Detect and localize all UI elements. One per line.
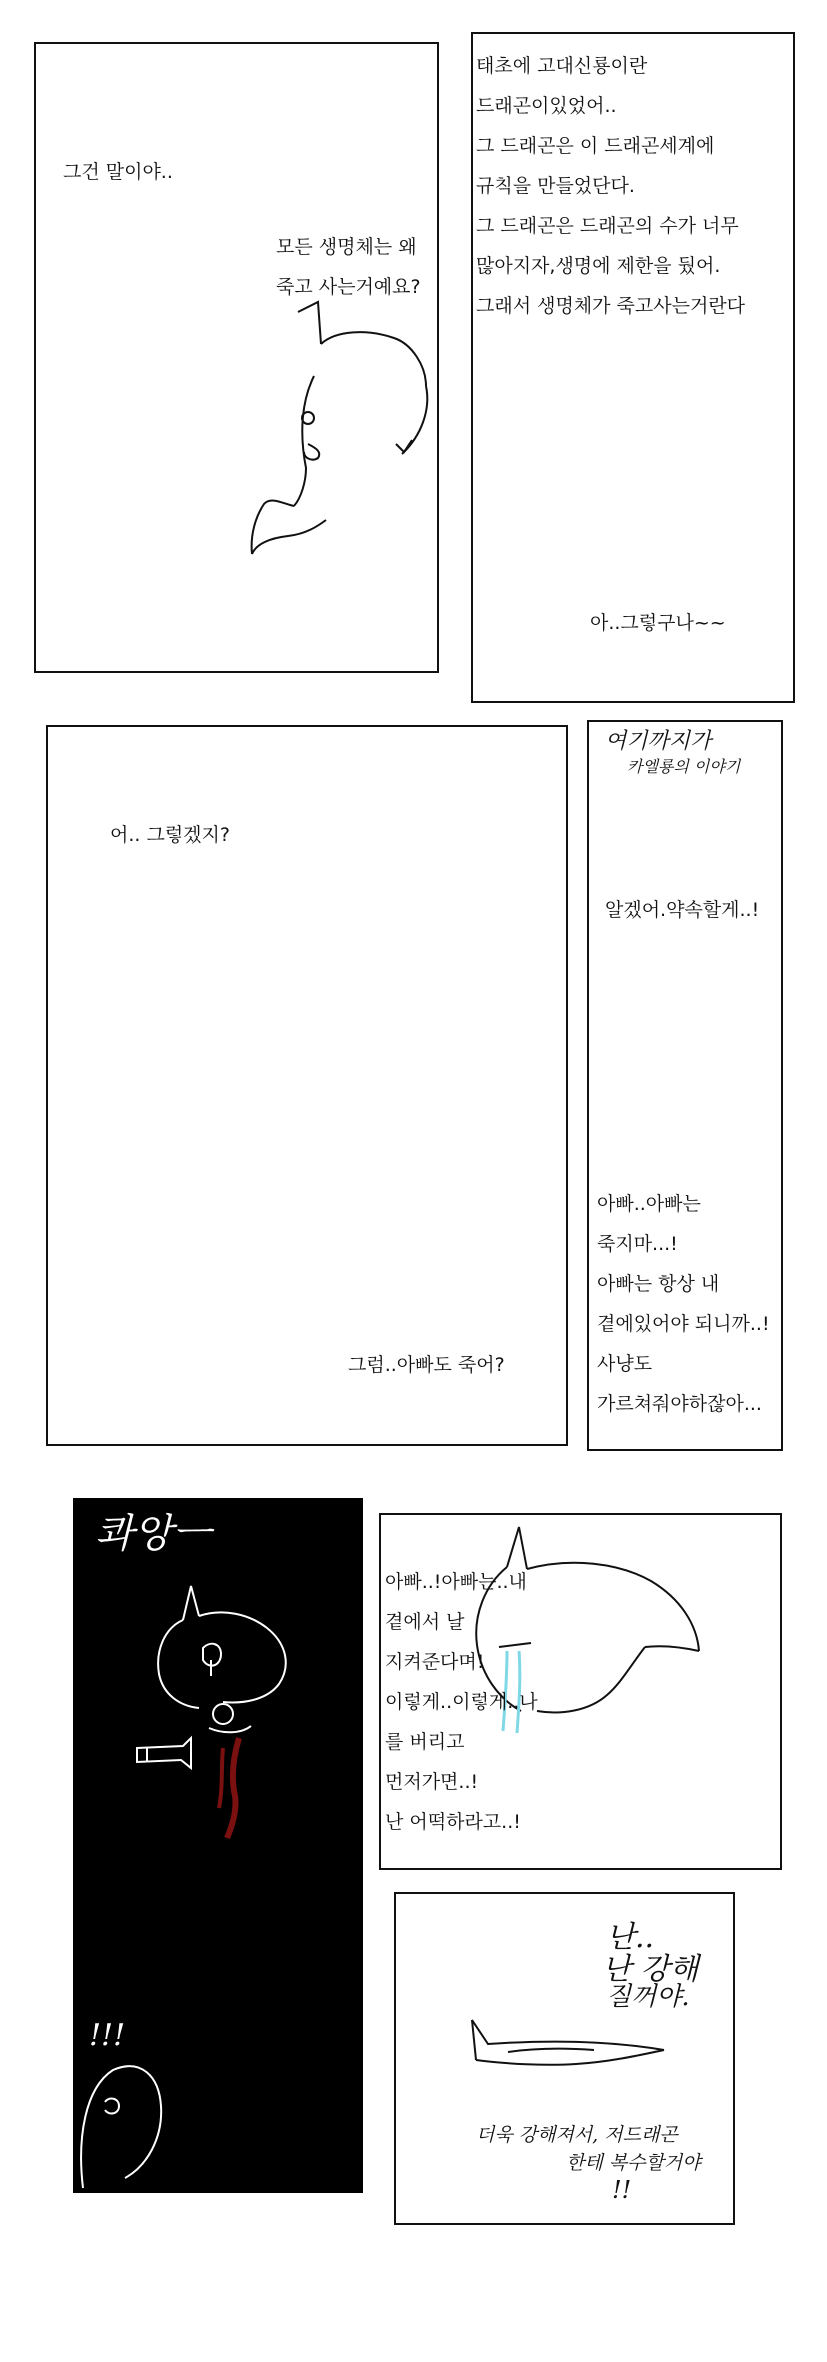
story-text (476, 46, 745, 326)
crying-line: 곁에서 날 (385, 1611, 465, 1633)
vow-top-line-1: 난.. (606, 1920, 655, 1955)
panel-vow (394, 1892, 735, 2225)
sound-effect-text: 콰앙ㅡ (95, 1511, 211, 1557)
panel-worry (46, 725, 568, 1446)
kitten-profile-drawing (36, 44, 441, 675)
crying-line: 먼저가면..! (385, 1771, 479, 1793)
reply-line-top: 어.. 그렇겠지? (110, 824, 230, 846)
story-line: 그래서 생명체가 죽고사는거란다 (476, 295, 746, 317)
plea-text (597, 1184, 770, 1424)
crying-line: 를 버리고 (385, 1731, 465, 1753)
vow-bottom-line-1: 더욱 강해져서, 저드래곤 (476, 2124, 678, 2146)
panel-question (34, 42, 439, 673)
panel-crash (73, 1498, 363, 2193)
question-line-bottom: 그럼..아빠도 죽어? (348, 1354, 505, 1376)
reply-text: 아..그렇구나~~ (590, 612, 726, 634)
vow-top-line-2: 난 강해 (602, 1952, 699, 1987)
panel-promise (587, 720, 783, 1451)
plea-line: 사냥도 (597, 1353, 653, 1375)
plea-line: 곁에있어야 되니까..! (597, 1313, 770, 1335)
story-line: 그 드래곤은 드래곤의 수가 너무 (476, 215, 739, 237)
plea-line: 아빠는 항상 내 (597, 1273, 720, 1295)
promise-text: 알겠어.약속할게..! (605, 899, 760, 921)
fallen-dragon-drawing (73, 1498, 363, 2193)
claw-sketch-drawing (396, 1894, 737, 2227)
plea-line: 아빠..아빠는 (597, 1193, 701, 1215)
plea-line: 죽지마...! (597, 1233, 678, 1255)
story-line: 규칙을 만들었단다. (476, 175, 635, 197)
crying-line: 아빠..!아빠는..내 (385, 1571, 527, 1593)
panel-story (471, 32, 795, 703)
handwritten-title-line-1: 여기까지가 (605, 729, 712, 754)
panel-crying (379, 1513, 782, 1870)
story-line: 태초에 고대신룡이란 (476, 55, 648, 77)
handwritten-title-line-2: 카엘룡의 이야기 (627, 757, 741, 776)
question-line: 모든 생명체는 왜 (276, 236, 417, 258)
vow-bottom-line-2: 한테 복수할거야 (566, 2152, 701, 2174)
question-line: 죽고 사는거예요? (276, 276, 421, 298)
crying-line: 이렇게..이렇게..나 (385, 1691, 538, 1713)
story-line: 많아지자,생명에 제한을 뒀어. (476, 255, 721, 277)
crying-text (385, 1562, 538, 1842)
story-line: 그 드래곤은 이 드래곤세계에 (476, 135, 715, 157)
vow-bottom-line-3: !! (612, 2176, 632, 2204)
plea-line: 가르쳐줘야하잖아... (597, 1393, 762, 1415)
exclaim-text: !!! (89, 2018, 126, 2053)
story-line: 드래곤이있었어.. (476, 95, 617, 117)
caption-text: 그건 말이야.. (63, 161, 173, 183)
vow-top-line-3: 질꺼야. (606, 1982, 690, 2012)
crying-line: 난 어떡하라고..! (385, 1811, 521, 1833)
crying-line: 지켜준다며! (385, 1651, 485, 1673)
